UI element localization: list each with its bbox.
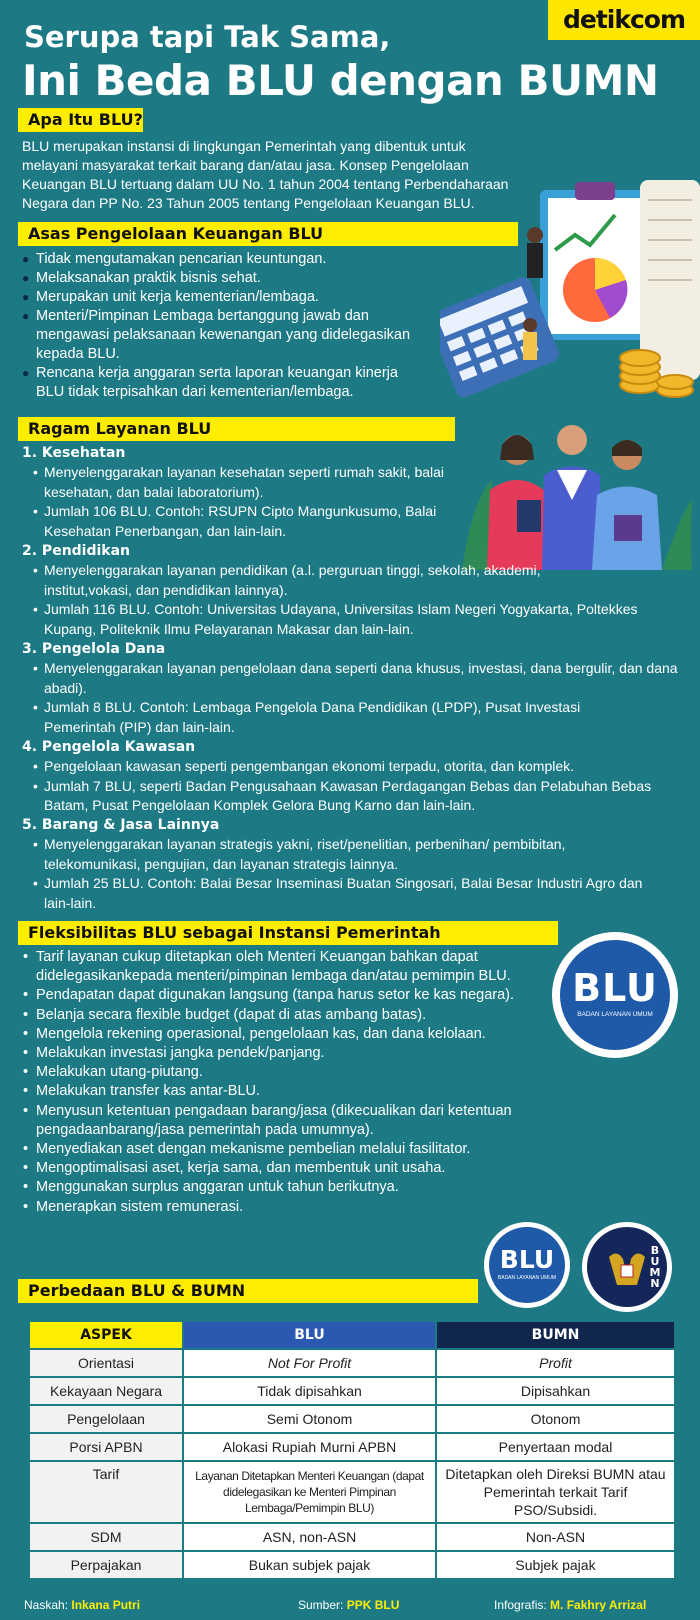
section-heading-perbedaan: Perbedaan BLU & BUMN xyxy=(18,1279,478,1303)
list-item: • Melakukan investasi jangka pendek/panjang. xyxy=(22,1044,562,1063)
detikcom-logo: detikcom xyxy=(548,0,700,40)
header-aspek: ASPEK xyxy=(29,1321,183,1349)
list-item: • Jumlah 8 BLU. Contoh: Lembaga Pengelola Dana Pendidikan (LPDP), Pusat Investasi Pemerintah (PIP) dan lain-lain. xyxy=(22,698,634,737)
list-item: • Menyediakan aset dengan mekanisme pembelian melalui fasilitator. xyxy=(22,1140,562,1159)
category-pendidikan xyxy=(22,542,682,639)
intro-paragraph: BLU merupakan instansi di lingkungan Pemerintah yang dibentuk untuk melayani masyarakat terkait barang dan/atau jasa. Konsep Pengelolaan Keuangan BLU tertuang dalam UU No. 1 tahun 2004 tentang Perbendaharaan Negara dan PP No. 23 Tahun 2005 tentang Pengelolaan Keuangan BLU. xyxy=(22,138,509,211)
list-item: ● Rencana kerja anggaran serta laporan keuangan kinerja BLU tidak terpisahkan dari kementerian/lembaga. xyxy=(22,364,422,402)
section-heading-ragam: Ragam Layanan BLU xyxy=(18,417,455,441)
table-row xyxy=(29,1433,675,1461)
blu-logo-caption: BADAN LAYANAN UMUM xyxy=(497,1275,557,1281)
finance-illustration xyxy=(440,180,700,410)
table-cell: Tarif xyxy=(29,1461,183,1523)
category-pengelola-dana xyxy=(22,640,682,737)
table-cell: Bukan subjek pajak xyxy=(183,1551,436,1579)
list-item: • Jumlah 25 BLU. Contoh: Balai Besar Inseminasi Buatan Singosari, Balai Besar Industri Agro dan lain-lain. xyxy=(22,874,652,913)
list-item: • Menyelenggarakan layanan strategis yakni, riset/penelitian, perbenihan/ pembibitan, telekomunikasi, pengujian, dan layanan strategis lainnya. xyxy=(22,835,652,874)
table-cell: Dipisahkan xyxy=(436,1377,675,1405)
table-row xyxy=(29,1551,675,1579)
table-cell: Not For Profit xyxy=(183,1349,436,1377)
blu-logo-small xyxy=(484,1222,570,1308)
table-cell: Profit xyxy=(436,1349,675,1377)
footer-label: Naskah: xyxy=(24,1598,72,1612)
table-row xyxy=(29,1461,675,1523)
blu-logo-caption: BADAN LAYANAN UMUM xyxy=(577,1011,653,1018)
list-item: ● Tidak mengutamakan pencarian keuntungan. xyxy=(22,250,422,269)
list-item: • Menyusun ketentuan pengadaan barang/jasa (dikecualikan dari ketentuan pengadaanbarang/jasa pemerintah pada umumnya). xyxy=(22,1102,546,1140)
list-item: • Jumlah 116 BLU. Contoh: Universitas Udayana, Universitas Islam Negeri Yogyakarta, Poltekkes Kupang, Politeknik Ilmu Pelayaranan Makasar dan lain-lain. xyxy=(22,600,682,639)
comparison-table xyxy=(28,1320,676,1580)
footer-infografis xyxy=(494,1598,646,1612)
table-header-row xyxy=(29,1321,675,1349)
table-cell: Subjek pajak xyxy=(436,1551,675,1579)
table-cell: Tidak dipisahkan xyxy=(183,1377,436,1405)
header-bumn: BUMN xyxy=(436,1321,675,1349)
category-kesehatan xyxy=(22,444,462,541)
list-item: ● Melaksanakan praktik bisnis sehat. xyxy=(22,269,422,288)
footer-label: Sumber: xyxy=(298,1598,347,1612)
category-pengelola-kawasan xyxy=(22,738,692,816)
table-row xyxy=(29,1523,675,1551)
table-cell: Otonom xyxy=(436,1405,675,1433)
category-title: 3. Pengelola Dana xyxy=(22,641,166,657)
blu-logo-large xyxy=(552,932,678,1058)
blu-logo-mark: BLU xyxy=(499,1245,555,1274)
list-item: • Belanja secara flexible budget (dapat di atas ambang batas). xyxy=(22,1006,562,1025)
table-cell: Perpajakan xyxy=(29,1551,183,1579)
category-title: 2. Pendidikan xyxy=(22,543,131,559)
footer-value: M. Fakhry Arrizal xyxy=(550,1598,647,1612)
footer-sumber xyxy=(298,1598,399,1612)
category-title: 4. Pengelola Kawasan xyxy=(22,739,196,755)
section-heading-asas: Asas Pengelolaan Keuangan BLU xyxy=(18,222,518,246)
category-title: 1. Kesehatan xyxy=(22,445,126,461)
fleksibilitas-list xyxy=(22,948,562,1217)
table-cell: Non-ASN xyxy=(436,1523,675,1551)
table-cell: Orientasi xyxy=(29,1349,183,1377)
list-item: • Melakukan transfer kas antar-BLU. xyxy=(22,1082,562,1101)
table-cell: Alokasi Rupiah Murni APBN xyxy=(183,1433,436,1461)
list-item: ● Merupakan unit kerja kementerian/lembaga. xyxy=(22,288,422,307)
bumn-logo-mark: BUMN xyxy=(649,1244,661,1290)
list-item: • Jumlah 7 BLU, seperti Badan Pengusahaan Kawasan Perdagangan Bebas dan Pelabuhan Bebas Batam, Pusat Pengelolaan Komplek Gelora Bung Karno dan lain-lain. xyxy=(22,777,692,816)
list-item: • Melakukan utang-piutang. xyxy=(22,1063,562,1082)
section-heading-apa-itu-blu: Apa Itu BLU? xyxy=(18,108,143,132)
category-barang-jasa xyxy=(22,816,652,913)
list-item: • Menyelenggarakan layanan kesehatan seperti rumah sakit, balai kesehatan, dan balai laboratorium). xyxy=(22,463,462,502)
table-row xyxy=(29,1349,675,1377)
bumn-logo xyxy=(582,1222,672,1312)
table-cell: ASN, non-ASN xyxy=(183,1523,436,1551)
list-item: • Tarif layanan cukup ditetapkan oleh Menteri Keuangan bahkan dapat didelegasikankepada menteri/pimpinan lembaga dan/atau pemimpin BLU. xyxy=(22,948,546,986)
table-cell: Penyertaan modal xyxy=(436,1433,675,1461)
table-cell: Semi Otonom xyxy=(183,1405,436,1433)
page-title: Ini Beda BLU dengan BUMN xyxy=(22,56,659,105)
table-cell: Porsi APBN xyxy=(29,1433,183,1461)
footer-value: PPK BLU xyxy=(346,1598,400,1612)
list-item: • Pendapatan dapat digunakan langsung (tanpa harus setor ke kas negara). xyxy=(22,986,562,1005)
header-blu: BLU xyxy=(183,1321,436,1349)
footer-value: Inkana Putri xyxy=(71,1598,141,1612)
section-heading-fleksibilitas: Fleksibilitas BLU sebagai Instansi Pemerintah xyxy=(18,921,558,945)
table-row xyxy=(29,1405,675,1433)
table-cell: Ditetapkan oleh Direksi BUMN atau Pemerintah terkait Tarif PSO/Subsidi. xyxy=(436,1461,675,1523)
page-subtitle: Serupa tapi Tak Sama, xyxy=(24,20,391,54)
list-item: • Mengelola rekening operasional, pengelolaan kas, dan dana kelolaan. xyxy=(22,1025,562,1044)
list-item: ● Menteri/Pimpinan Lembaga bertanggung jawab dan mengawasi pelaksanaan kewenangan yang didelegasikan kepada BLU. xyxy=(22,307,422,364)
footer-naskah xyxy=(24,1598,140,1612)
table-cell: Pengelolaan xyxy=(29,1405,183,1433)
table-cell: SDM xyxy=(29,1523,183,1551)
footer-label: Infografis: xyxy=(494,1598,551,1612)
list-item: • Menggunakan surplus anggaran untuk tahun berikutnya. xyxy=(22,1178,562,1197)
table-cell: Layanan Ditetapkan Menteri Keuangan (dapat didelegasikan ke Menteri Pimpinan Lembaga/Pemimpin BLU) xyxy=(183,1461,436,1523)
list-item: • Jumlah 106 BLU. Contoh: RSUPN Cipto Mangunkusumo, Balai Kesehatan Penerbangan, dan lain-lain. xyxy=(22,502,462,541)
list-item: • Menyelenggarakan layanan pendidikan (a.l. perguruan tinggi, sekolah, akademi, institut,vokasi, dan pendidikan lainnya). xyxy=(22,561,604,600)
list-item: • Pengelolaan kawasan seperti pengembangan ekonomi terpadu, otorita, dan komplek. xyxy=(22,757,692,777)
table-cell: Kekayaan Negara xyxy=(29,1377,183,1405)
category-title: 5. Barang & Jasa Lainnya xyxy=(22,817,220,833)
blu-logo-mark: BLU xyxy=(572,966,658,1010)
table-row xyxy=(29,1377,675,1405)
list-item: • Menyelenggarakan layanan pengelolaan dana seperti dana khusus, investasi, dana bergulir, dan dana abadi). xyxy=(22,659,682,698)
list-item: • Menerapkan sistem remunerasi. xyxy=(22,1198,562,1217)
list-item: • Mengoptimalisasi aset, kerja sama, dan membentuk unit usaha. xyxy=(22,1159,562,1178)
asas-list xyxy=(22,250,422,402)
